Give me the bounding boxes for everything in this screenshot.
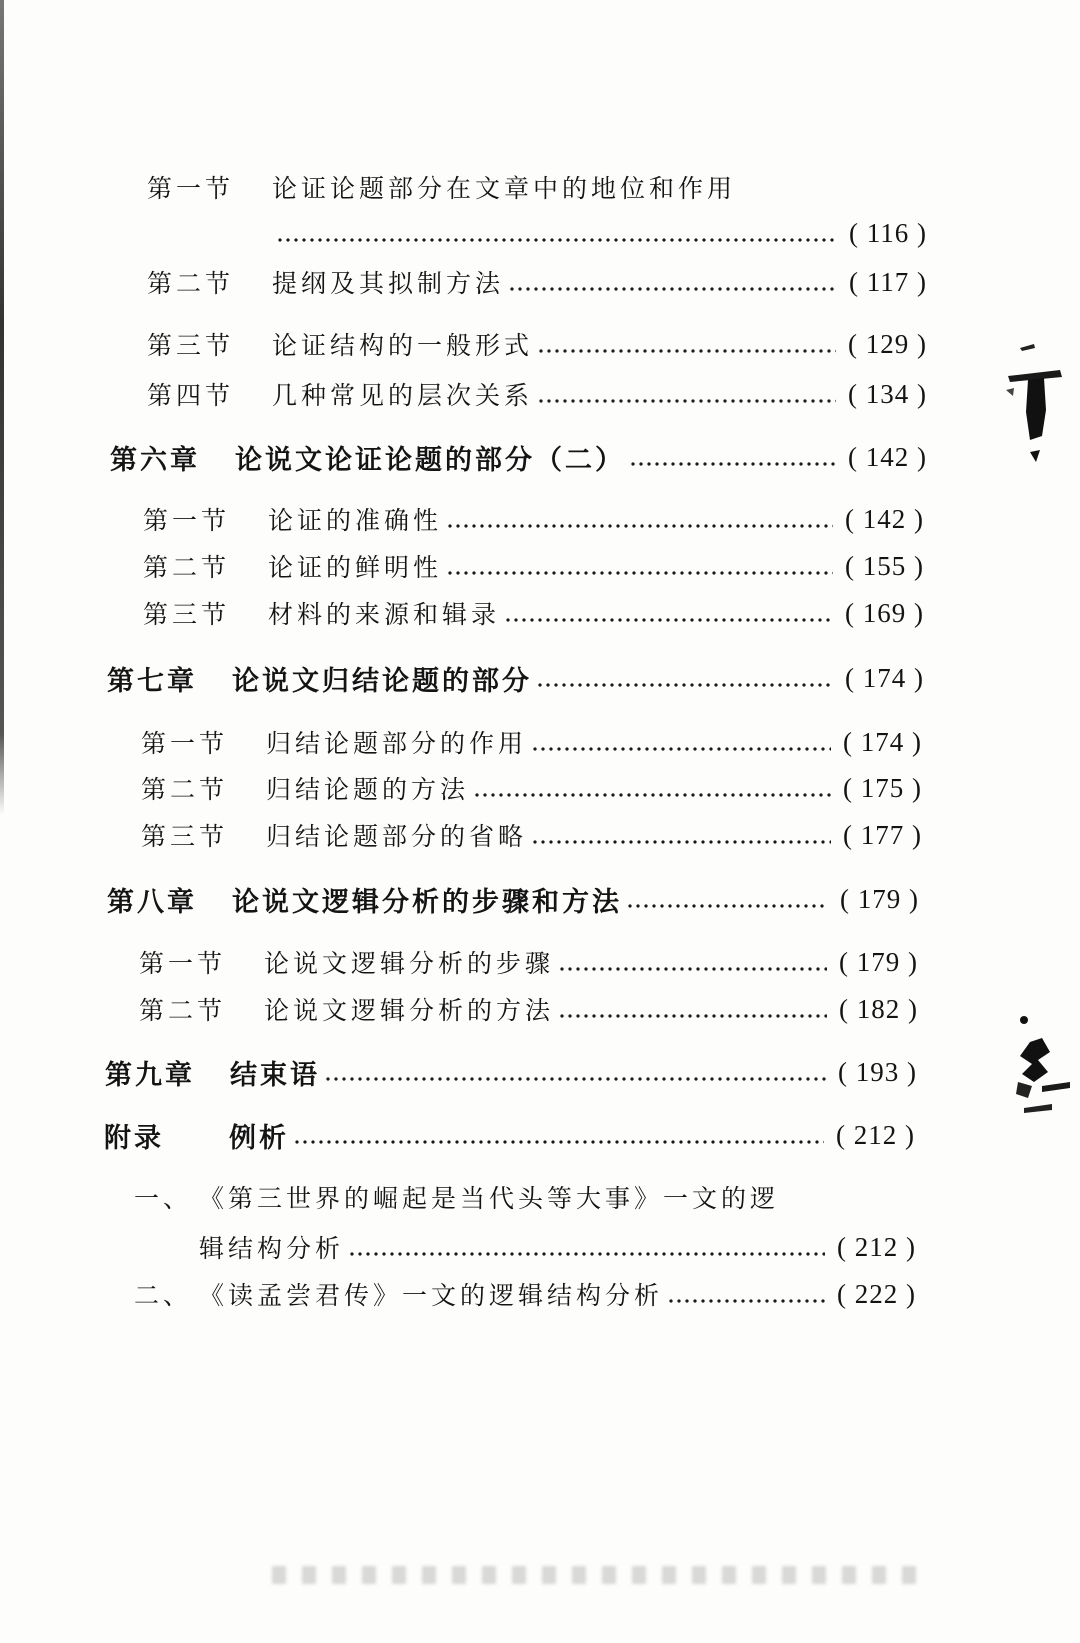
chapter-title: 论说文论证论题的部分（二）: [235, 444, 625, 476]
toc-section-entry: [147, 326, 927, 362]
appendix-item-label: 一、: [134, 1184, 193, 1213]
dot-leader: [536, 682, 833, 688]
toc-section-entry: [139, 944, 918, 980]
page-number: ( 193 ): [838, 1056, 917, 1087]
dot-leader: [473, 792, 831, 798]
toc-chapter-entry: [107, 660, 924, 696]
section-label: 第二节: [141, 775, 229, 804]
toc-appendix-entry: [104, 1117, 915, 1153]
section-title: 归结论题部分的省略: [266, 822, 528, 851]
scan-artifact-mark: [1012, 1012, 1078, 1162]
section-title: 归结论题部分的作用: [266, 729, 528, 758]
toc-section-entry-continuation: [272, 215, 927, 251]
dot-leader: [667, 1298, 825, 1304]
page-number: ( 174 ): [845, 662, 924, 693]
section-title: 提纲及其拟制方法: [272, 269, 505, 298]
section-title: 几种常见的层次关系: [272, 381, 534, 410]
scan-artifact-mark: [1000, 340, 1078, 490]
dot-leader: [324, 1076, 826, 1082]
dot-leader: [504, 617, 833, 623]
section-title: 归结论题的方法: [266, 775, 470, 804]
section-label: 第一节: [143, 506, 231, 535]
page-number: ( 116 ): [849, 217, 927, 248]
dot-leader: [537, 398, 836, 404]
dot-leader: [293, 1139, 824, 1145]
chapter-title: 论说文归结论题的部分: [232, 665, 532, 697]
page-number: ( 222 ): [837, 1278, 916, 1309]
toc-section-entry: [143, 595, 924, 631]
appendix-label: 附录: [104, 1122, 164, 1154]
chapter-label: 第八章: [107, 886, 197, 918]
toc-section-entry: [147, 376, 927, 412]
page-number: ( 117 ): [849, 266, 927, 297]
section-title: 材料的来源和辑录: [268, 600, 501, 629]
section-label: 第二节: [147, 269, 235, 298]
section-title: 论证论题部分在文章中的地位和作用: [272, 174, 737, 203]
section-label: 第三节: [141, 822, 229, 851]
appendix-item-title-continued: 辑结构分析: [199, 1234, 345, 1263]
page-number: ( 179 ): [839, 946, 918, 977]
chapter-title: 论说文逻辑分析的步骤和方法: [232, 886, 622, 918]
dot-leader: [558, 1013, 827, 1019]
chapter-label: 第七章: [107, 665, 197, 697]
page-number: ( 169 ): [845, 597, 924, 628]
chapter-label: 第六章: [110, 444, 200, 476]
toc-section-entry: [139, 991, 918, 1027]
section-label: 第三节: [147, 331, 235, 360]
toc-appendix-item: [134, 1179, 916, 1215]
appendix-item-title: 《第三世界的崛起是当代头等大事》一文的逻: [199, 1184, 780, 1213]
page-number: ( 212 ): [837, 1231, 916, 1262]
appendix-item-title: 《读孟尝君传》一文的逻辑结构分析: [199, 1281, 664, 1310]
section-title: 论证的鲜明性: [268, 553, 443, 582]
chapter-label: 第九章: [105, 1059, 195, 1091]
chapter-title: 结束语: [230, 1059, 320, 1091]
appendix-item-label: 二、: [134, 1281, 193, 1310]
dot-leader: [531, 746, 831, 752]
appendix-title: 例析: [229, 1122, 289, 1154]
toc-chapter-entry: [107, 881, 919, 917]
page-number: ( 155 ): [845, 550, 924, 581]
dot-leader: [626, 903, 828, 909]
dot-leader: [446, 570, 833, 576]
toc-section-entry: [141, 770, 922, 806]
page-number: ( 177 ): [843, 819, 922, 850]
section-title: 论证的准确性: [268, 506, 443, 535]
page-number: ( 182 ): [839, 993, 918, 1024]
dot-leader: [537, 348, 836, 354]
dot-leader: [276, 237, 837, 243]
section-title: 论证结构的一般形式: [272, 331, 534, 360]
dot-leader: [629, 461, 836, 467]
section-title: 论说文逻辑分析的方法: [264, 996, 555, 1025]
toc-chapter-entry: [105, 1054, 917, 1090]
toc-section-entry: [147, 264, 927, 300]
section-label: 第一节: [147, 174, 235, 203]
page-number: ( 142 ): [848, 441, 927, 472]
section-label: 第一节: [139, 949, 227, 978]
page-number: ( 174 ): [843, 726, 922, 757]
page-number: ( 129 ): [848, 328, 927, 359]
page-number: ( 134 ): [848, 378, 927, 409]
dot-leader: [348, 1251, 825, 1257]
page-number: ( 179 ): [840, 883, 919, 914]
dot-leader: [446, 523, 833, 529]
page-number: ( 175 ): [843, 772, 922, 803]
section-label: 第四节: [147, 381, 235, 410]
dot-leader: [508, 286, 837, 292]
toc-section-entry: [141, 724, 922, 760]
toc-chapter-entry: [110, 439, 927, 475]
section-title: 论说文逻辑分析的步骤: [264, 949, 555, 978]
toc-section-entry: [147, 169, 927, 205]
toc-appendix-item-continuation: [199, 1229, 916, 1265]
section-label: 第二节: [139, 996, 227, 1025]
scan-edge-line: [0, 0, 4, 815]
toc-appendix-item: [134, 1276, 916, 1312]
page-number: ( 212 ): [836, 1119, 915, 1150]
toc-section-entry: [143, 501, 924, 537]
page-number: ( 142 ): [845, 503, 924, 534]
section-label: 第一节: [141, 729, 229, 758]
section-label: 第二节: [143, 553, 231, 582]
dot-leader: [558, 966, 827, 972]
bleed-through-smudge: [272, 1566, 922, 1584]
section-label: 第三节: [143, 600, 231, 629]
toc-section-entry: [143, 548, 924, 584]
toc-section-entry: [141, 817, 922, 853]
dot-leader: [531, 839, 831, 845]
